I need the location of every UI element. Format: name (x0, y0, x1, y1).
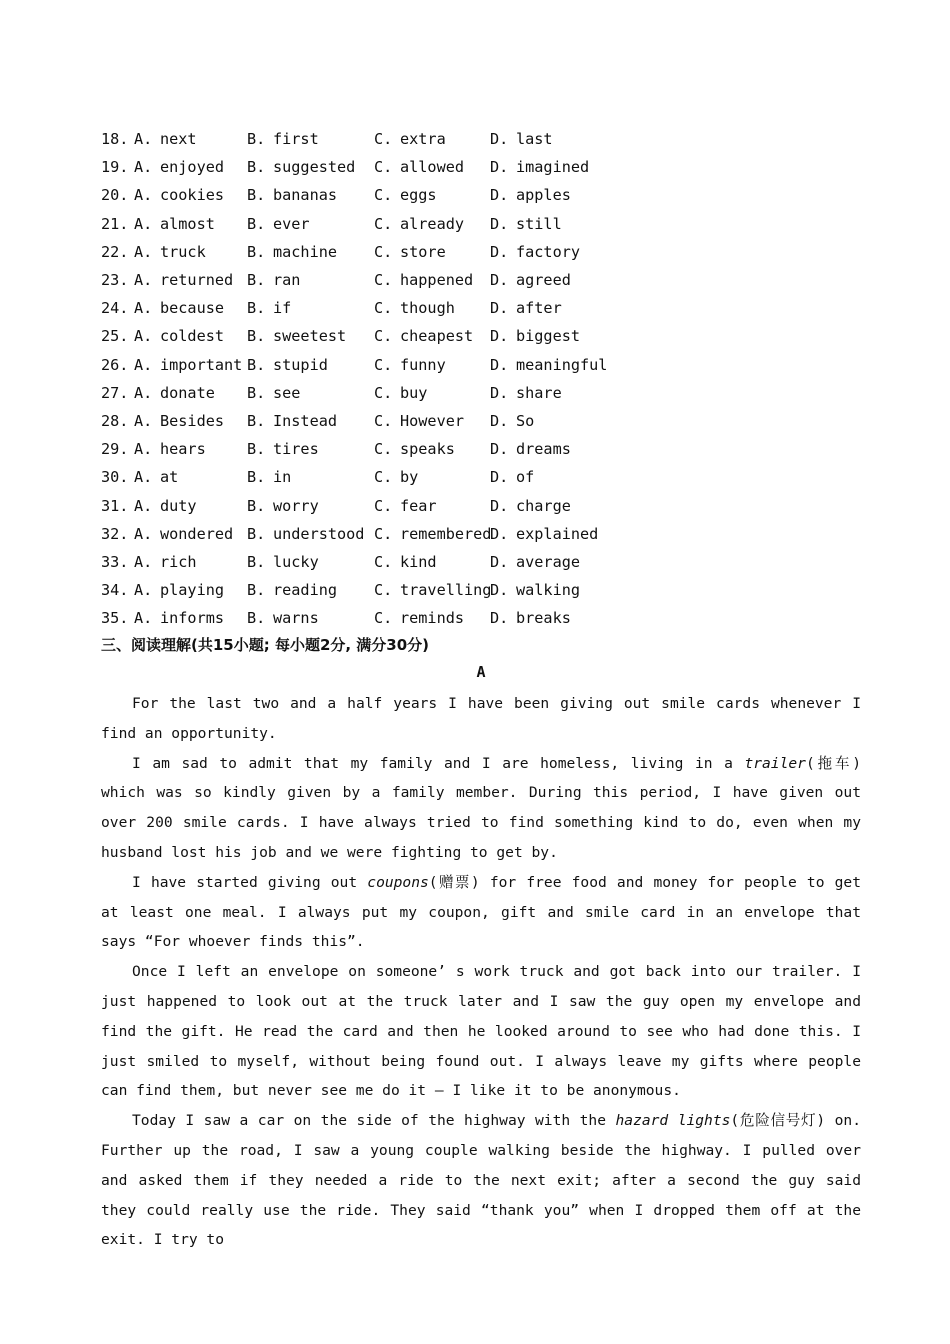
option-letter: D. (490, 383, 509, 402)
glossed-term-coupons: coupons (367, 873, 429, 891)
paragraph-3-text-b: for free food and money for people to get at least one meal. I always put my coupon, gift and smile card in an envelope that says “For whoever finds this”. (101, 873, 861, 951)
option (247, 468, 374, 486)
option-letter: C. (374, 468, 393, 487)
option-text: dreams (516, 440, 571, 459)
option-letter: A. (134, 609, 153, 628)
option-letter: D. (490, 581, 509, 600)
option-letter: B. (247, 130, 266, 149)
question-number: 24. (101, 299, 129, 318)
question-number: 21. (101, 214, 129, 233)
option-letter: D. (490, 186, 509, 205)
option (490, 468, 620, 486)
option (490, 412, 620, 430)
option-text: imagined (516, 158, 590, 177)
option-letter: C. (374, 383, 393, 402)
option-text: stupid (273, 355, 328, 374)
option-letter: A. (134, 327, 153, 346)
option-text: breaks (516, 609, 571, 628)
question-number: 26. (101, 355, 129, 374)
option-text: meaningful (516, 355, 608, 374)
option-text: next (160, 130, 197, 149)
option-text: duty (160, 496, 197, 515)
glossed-term-trailer: trailer (744, 754, 806, 772)
option (374, 186, 490, 204)
option-letter: A. (134, 355, 153, 374)
option (490, 384, 620, 402)
paragraph-1: For the last two and a half years I have been giving out smile cards whenever I find an opportunity. (101, 695, 861, 742)
option-letter: D. (490, 158, 509, 177)
option (247, 243, 374, 261)
option (490, 186, 620, 204)
option-letter: C. (374, 411, 393, 430)
question-row (101, 463, 661, 491)
option-text: So (516, 411, 535, 430)
option-letter: C. (374, 355, 393, 374)
option (374, 440, 490, 458)
question-number: 35. (101, 609, 129, 628)
option (374, 468, 490, 486)
question-row (101, 266, 661, 294)
option-letter: D. (490, 468, 509, 487)
question-number: 25. (101, 327, 129, 346)
option-text: almost (160, 214, 215, 233)
question-number: 30. (101, 468, 129, 487)
option-letter: B. (247, 158, 266, 177)
option (374, 356, 490, 374)
option-text: travelling (400, 581, 492, 600)
option (134, 130, 247, 148)
question-number: 31. (101, 496, 129, 515)
option-letter: D. (490, 327, 509, 346)
option-text: in (273, 468, 292, 487)
option (247, 271, 374, 289)
option-text: truck (160, 242, 206, 261)
question-number: 27. (101, 383, 129, 402)
option (247, 215, 374, 233)
option-letter: D. (490, 271, 509, 290)
option-letter: C. (374, 609, 393, 628)
option (134, 525, 247, 543)
option-letter: A. (134, 242, 153, 261)
option-letter: C. (374, 327, 393, 346)
paragraph-3 (101, 868, 861, 957)
option-letter: C. (374, 496, 393, 515)
option-text: suggested (273, 158, 356, 177)
option-letter: B. (247, 383, 266, 402)
option (247, 186, 374, 204)
section-heading: 三、阅读理解(共15小题; 每小题2分, 满分30分) (101, 636, 430, 654)
option-letter: C. (374, 581, 393, 600)
option (374, 158, 490, 176)
option-letter: B. (247, 581, 266, 600)
question-number: 23. (101, 271, 129, 290)
option-text: returned (160, 271, 234, 290)
option-text: reading (273, 581, 338, 600)
option-text: last (516, 130, 553, 149)
option-text: buy (400, 383, 428, 402)
option-text: because (160, 299, 225, 318)
option-letter: D. (490, 214, 509, 233)
option-letter: B. (247, 327, 266, 346)
option (374, 609, 490, 627)
option (134, 609, 247, 627)
option (134, 412, 247, 430)
option (490, 440, 620, 458)
option-text: However (400, 411, 465, 430)
option (134, 581, 247, 599)
option-text: of (516, 468, 535, 487)
question-number: 29. (101, 440, 129, 459)
option (134, 553, 247, 571)
question-row (101, 435, 661, 463)
question-number: 19. (101, 158, 129, 177)
option (374, 384, 490, 402)
option-letter: D. (490, 299, 509, 318)
paragraph-3-text-a: I have started giving out (132, 873, 368, 891)
option-letter: A. (134, 130, 153, 149)
option-letter: A. (134, 581, 153, 600)
option (490, 158, 620, 176)
option (374, 130, 490, 148)
option-letter: D. (490, 242, 509, 261)
option-text: important (160, 355, 243, 374)
question-row (101, 604, 661, 632)
option-text: at (160, 468, 179, 487)
option-letter: A. (134, 214, 153, 233)
question-row (101, 407, 661, 435)
option-letter: C. (374, 242, 393, 261)
option-letter: B. (247, 440, 266, 459)
option-text: store (400, 242, 446, 261)
option-letter: C. (374, 214, 393, 233)
paragraph-4: Once I left an envelope on someone’ s work truck and got back into our trailer. I just happened to look out at the truck later and I saw the guy open my envelope and find the gift. He read the card and then he looked around to see who had done this. I just smiled to myself, without being found out. I always leave my gifts where people can find them, but never see me do it — I like it to be anonymous. (101, 963, 861, 1100)
option (490, 215, 620, 233)
question-row (101, 351, 661, 379)
question-number: 34. (101, 581, 129, 600)
option (247, 525, 374, 543)
question-number: 32. (101, 524, 129, 543)
option-text: already (400, 214, 465, 233)
option-text: agreed (516, 271, 571, 290)
option-letter: A. (134, 440, 153, 459)
option-letter: A. (134, 186, 153, 205)
option-text: see (273, 383, 301, 402)
option-letter: D. (490, 524, 509, 543)
option-letter: C. (374, 552, 393, 571)
option-text: understood (273, 524, 365, 543)
option-text: cheapest (400, 327, 474, 346)
option (490, 299, 620, 317)
paragraph-2-text-a: I am sad to admit that my family and I are homeless, living in a (132, 754, 745, 772)
option-text: ran (273, 271, 301, 290)
option-letter: D. (490, 440, 509, 459)
option-text: after (516, 299, 562, 318)
option-letter: C. (374, 271, 393, 290)
option-text: enjoyed (160, 158, 225, 177)
question-row (101, 322, 661, 350)
option-text: tires (273, 440, 319, 459)
option-letter: B. (247, 299, 266, 318)
option-letter: B. (247, 186, 266, 205)
option-text: Instead (273, 411, 338, 430)
option (134, 497, 247, 515)
option (374, 581, 490, 599)
option-text: cookies (160, 186, 225, 205)
option (134, 356, 247, 374)
option (247, 581, 374, 599)
option (490, 356, 620, 374)
question-number: 22. (101, 242, 129, 261)
option-letter: C. (374, 130, 393, 149)
option-text: by (400, 468, 419, 487)
option (490, 553, 620, 571)
option-letter: B. (247, 609, 266, 628)
option-letter: D. (490, 411, 509, 430)
option-letter: A. (134, 468, 153, 487)
option-letter: D. (490, 609, 509, 628)
option-letter: A. (134, 299, 153, 318)
option-letter: D. (490, 552, 509, 571)
option (134, 158, 247, 176)
option-letter: A. (134, 552, 153, 571)
question-row (101, 153, 661, 181)
question-row (101, 548, 661, 576)
option (134, 186, 247, 204)
option-text: rich (160, 552, 197, 571)
paragraph-5-text-a: Today I saw a car on the side of the highway with the (132, 1112, 616, 1130)
option-text: informs (160, 609, 225, 628)
option (247, 384, 374, 402)
option (134, 384, 247, 402)
option-letter: B. (247, 271, 266, 290)
option-text: still (516, 214, 562, 233)
option (490, 525, 620, 543)
option (247, 609, 374, 627)
option-text: factory (516, 242, 581, 261)
option (490, 609, 620, 627)
question-number: 20. (101, 186, 129, 205)
option-letter: A. (134, 496, 153, 515)
question-row (101, 210, 661, 238)
question-number: 33. (101, 552, 129, 571)
option-text: warns (273, 609, 319, 628)
option-text: reminds (400, 609, 465, 628)
option (374, 299, 490, 317)
option-letter: A. (134, 271, 153, 290)
option-letter: B. (247, 355, 266, 374)
option-text: kind (400, 552, 437, 571)
option-text: donate (160, 383, 215, 402)
option-text: remembered (400, 524, 492, 543)
option-text: worry (273, 496, 319, 515)
option (374, 271, 490, 289)
option-text: average (516, 552, 581, 571)
option (134, 271, 247, 289)
question-row (101, 294, 661, 322)
glossed-term-hazard-lights: hazard lights (615, 1112, 731, 1130)
option-letter: B. (247, 524, 266, 543)
option (374, 243, 490, 261)
option-letter: D. (490, 496, 509, 515)
option-text: happened (400, 271, 474, 290)
question-row (101, 238, 661, 266)
option (490, 243, 620, 261)
option (374, 497, 490, 515)
option-letter: C. (374, 158, 393, 177)
option-text: explained (516, 524, 599, 543)
option-text: eggs (400, 186, 437, 205)
question-row (101, 520, 661, 548)
option-letter: C. (374, 524, 393, 543)
option-text: sweetest (273, 327, 347, 346)
option-letter: A. (134, 411, 153, 430)
option (490, 497, 620, 515)
option-text: if (273, 299, 292, 318)
option-text: charge (516, 496, 571, 515)
option (134, 440, 247, 458)
option (134, 243, 247, 261)
option-text: hears (160, 440, 206, 459)
option (247, 412, 374, 430)
paragraph-2-text-b: which was so kindly given by a family member. During this period, I have given out over 200 smile cards. I have always tried to find something kind to do, even when my husband lost his job and we were fighting to get by. (101, 784, 861, 861)
option-letter: B. (247, 468, 266, 487)
gloss-coupons: (赠票) (428, 873, 480, 891)
option (247, 158, 374, 176)
option-text: bananas (273, 186, 338, 205)
gloss-trailer: (拖车) (805, 754, 861, 772)
option-letter: B. (247, 552, 266, 571)
option-text: share (516, 383, 562, 402)
option (490, 581, 620, 599)
option-letter: B. (247, 496, 266, 515)
option (134, 215, 247, 233)
option (374, 327, 490, 345)
question-number: 18. (101, 130, 129, 149)
option-letter: C. (374, 186, 393, 205)
option (490, 271, 620, 289)
option (374, 215, 490, 233)
question-row (101, 491, 661, 519)
option-letter: A. (134, 524, 153, 543)
option-text: machine (273, 242, 338, 261)
option (247, 497, 374, 515)
option-letter: C. (374, 299, 393, 318)
option-letter: B. (247, 242, 266, 261)
option-letter: B. (247, 411, 266, 430)
option-text: funny (400, 355, 446, 374)
option-letter: C. (374, 440, 393, 459)
paragraph-5-text-b: on. Further up the road, I saw a young couple walking beside the highway. I pulled over and asked them if they needed a ride to the next exit; after a second the guy said they could really use the ride. They said “thank you” when I dropped them off at the exit. I try to (101, 1112, 861, 1249)
reading-passage (101, 689, 861, 1255)
option-text: wondered (160, 524, 234, 543)
gloss-hazard-lights: (危险信号灯) (730, 1112, 826, 1130)
option-letter: A. (134, 158, 153, 177)
option (374, 525, 490, 543)
option-text: speaks (400, 440, 455, 459)
option (374, 412, 490, 430)
option (490, 130, 620, 148)
option-text: allowed (400, 158, 465, 177)
question-row (101, 181, 661, 209)
option-text: extra (400, 130, 446, 149)
option (490, 327, 620, 345)
option-letter: D. (490, 130, 509, 149)
option (247, 299, 374, 317)
option-letter: A. (134, 383, 153, 402)
option (247, 553, 374, 571)
question-number: 28. (101, 411, 129, 430)
passage-label: A (476, 663, 486, 681)
option-text: though (400, 299, 455, 318)
option (134, 327, 247, 345)
option (134, 299, 247, 317)
option (374, 553, 490, 571)
option (247, 327, 374, 345)
option (134, 468, 247, 486)
option-letter: B. (247, 214, 266, 233)
paragraph-5 (101, 1106, 861, 1255)
question-row (101, 379, 661, 407)
option-text: apples (516, 186, 571, 205)
option-text: coldest (160, 327, 225, 346)
cloze-options-list (101, 125, 661, 632)
option-text: Besides (160, 411, 225, 430)
question-row (101, 576, 661, 604)
option-text: fear (400, 496, 437, 515)
paragraph-2 (101, 749, 861, 868)
option-text: first (273, 130, 319, 149)
question-row (101, 125, 661, 153)
option-text: biggest (516, 327, 581, 346)
option (247, 130, 374, 148)
option (247, 356, 374, 374)
option (247, 440, 374, 458)
option-letter: D. (490, 355, 509, 374)
option-text: lucky (273, 552, 319, 571)
option-text: walking (516, 581, 581, 600)
option-text: playing (160, 581, 225, 600)
option-text: ever (273, 214, 310, 233)
